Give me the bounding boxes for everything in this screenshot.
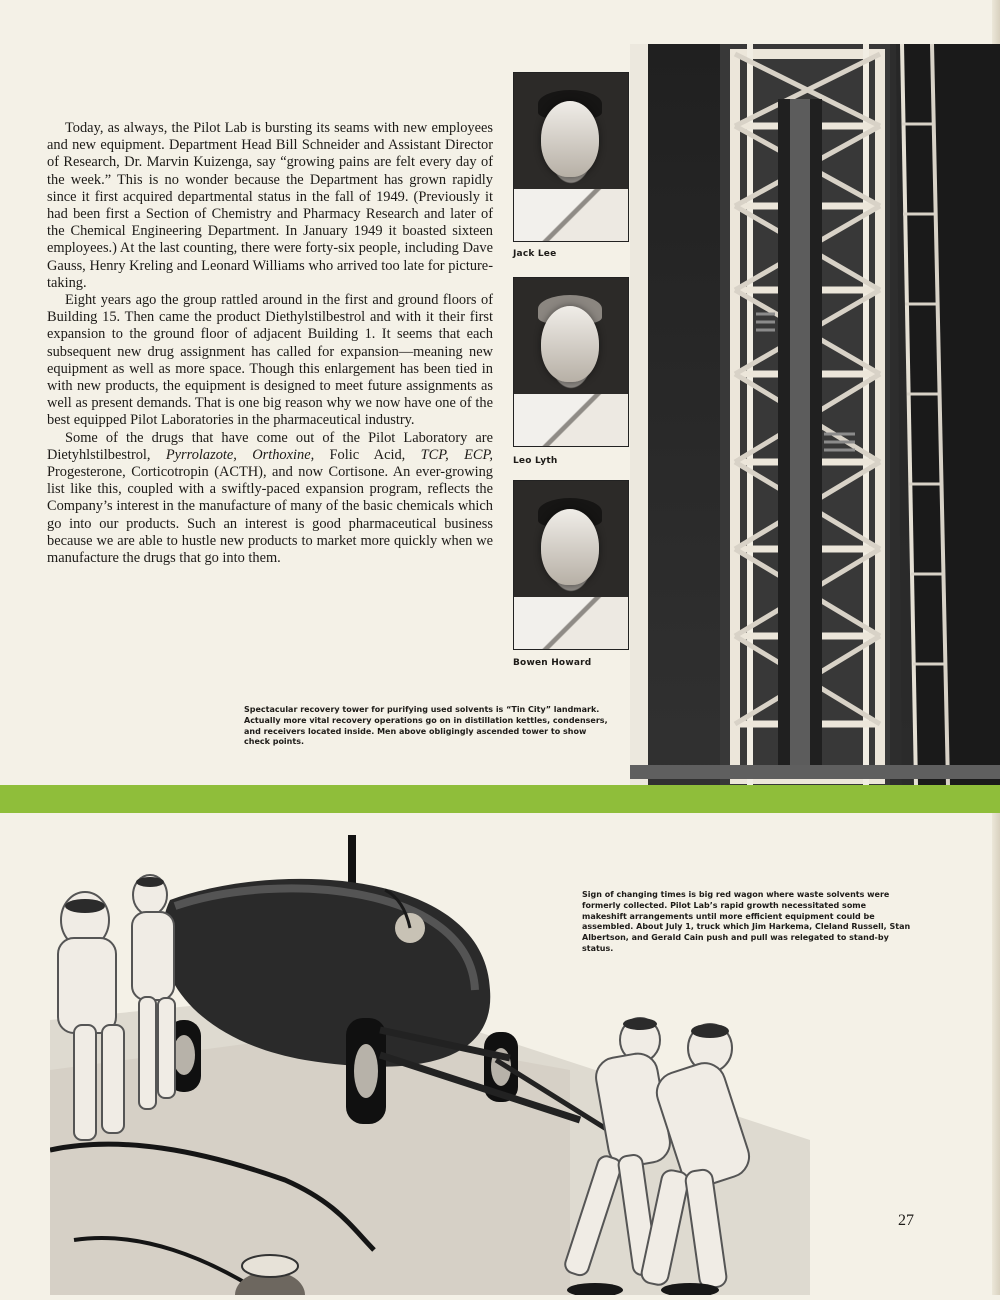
- portrait-photo-jack-lee: [513, 72, 629, 242]
- green-divider-band: [0, 785, 1000, 813]
- paragraph-3-italic-2: TCP, ECP,: [420, 446, 493, 463]
- paragraph-3-text-a: Some of the drugs that have come out of the Pilot Laboratory are Dietyhlstilbestrol,: [47, 429, 493, 463]
- wagon-photo-caption: Sign of changing times is big red wagon where waste solvents were formerly collected. Pilot Lab’s rapid growth necessitated some makeshift arrangements until more efficient equipment could be assembled. About July 1, truck which Jim Harkema, Cleland Russell, Stan Albertson, and Gerald Cain push and pull was relegated to stand-by status.: [582, 890, 911, 953]
- portrait-caption-jack-lee: Jack Lee: [513, 249, 557, 259]
- tower-photo-caption: Spectacular recovery tower for purifying used solvents is “Tin City” landmark. Actually more vital recovery operations go on in distillation kettles, condensers, and receivers located inside. Men above obligingly ascended tower to show check points.: [244, 705, 608, 747]
- paragraph-3-text-c: Progesterone, Corticotropin (ACTH), and now Cortisone. An ever-growing list like this, coupled with a swiftly-paced expansion program, reflects the Company’s interest in the manufacture of many of the basic chemicals which go into our products. Such an interest is good pharmaceutical business because we are able to hustle new products to market more quickly when we manufacture the drugs that go into them.: [47, 464, 493, 567]
- paragraph-3-italic-1: Pyrrolazote, Orthoxine,: [165, 446, 315, 463]
- portrait-shirt: [514, 597, 628, 649]
- portrait-photo-leo-lyth: [513, 277, 629, 447]
- paragraph-2: Eight years ago the group rattled around in the first and ground floors of Building 15. Then came the product Diethylstilbestrol and with it their first expansion to the ground floor of adjacent Building 1. It seems that each subsequent new drug assignment has called for expansion—meaning new equipment as well as more space. Though this enlargement has been tied in with new products, the equipment is designed to meet future assignments as well as present demands. That is one big reason why we now have one of the best equipped Pilot Laboratories in the pharmaceutical industry.: [47, 292, 493, 429]
- portrait-caption-leo-lyth: Leo Lyth: [513, 456, 558, 466]
- article-body: [47, 120, 493, 567]
- paragraph-3: [47, 430, 493, 568]
- portrait-shirt: [514, 394, 628, 446]
- paragraph-3-text-b: Folic Acid,: [314, 446, 421, 463]
- portrait-face: [541, 306, 599, 382]
- portrait-face: [541, 509, 599, 585]
- recovery-tower-photo: [630, 44, 1000, 785]
- paragraph-1: Today, as always, the Pilot Lab is bursting its seams with new employees and new equipment. Department Head Bill Schneider and Assistant Director of Research, Dr. Marvin Kuizenga, say “growing pains are felt every day of the week.” This is no wonder because the Department has grown rapidly since it first acquired departmental status in the fall of 1949. (Previously it had been first a Section of Chemistry and Pharmacy Research and later of the Chemical Engineering Department. In January 1949 it boasted sixteen employees.) At the last counting, there were forty-six people, including Dave Gauss, Henry Kreling and Leonard Williams who arrived too late for picture-taking.: [47, 120, 493, 291]
- portrait-caption-bowen-howard: Bowen Howard: [513, 658, 592, 668]
- portrait-photo-bowen-howard: [513, 480, 629, 650]
- page-number: 27: [898, 1212, 914, 1229]
- portrait-face: [541, 101, 599, 177]
- portrait-shirt: [514, 189, 628, 241]
- recovery-tower-drawing: [630, 44, 1000, 785]
